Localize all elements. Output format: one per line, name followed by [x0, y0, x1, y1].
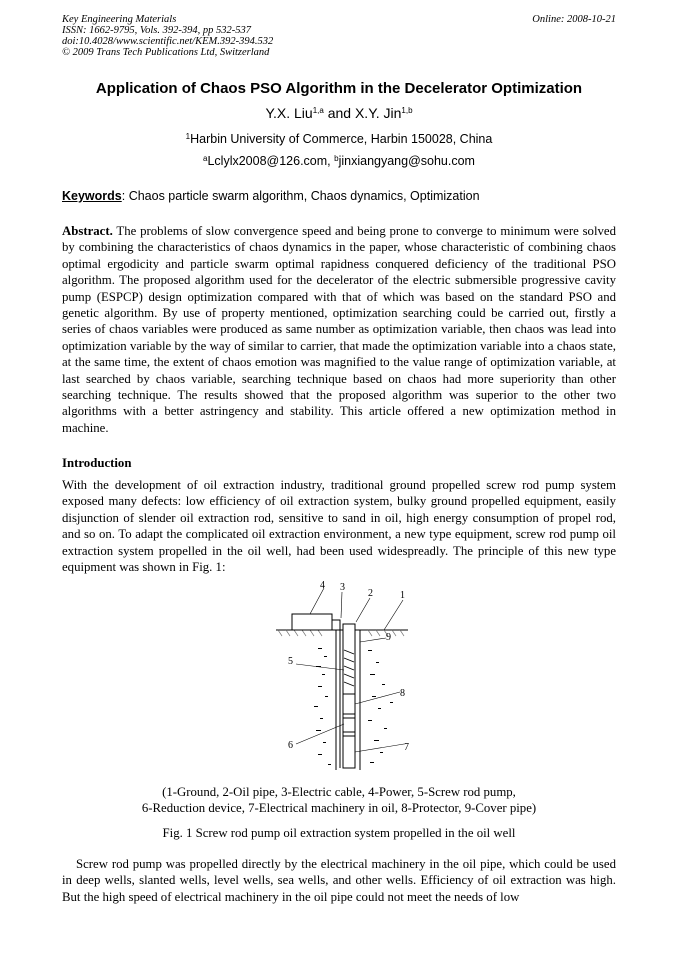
abstract-text: The problems of slow convergence speed and being prone to converge to minimum were solved by combining the characteristics of chaos dynamics in the paper, whose characteristic of combining chaos optimal ergodicity and particle swarm optimal rapidness conquered deficiency of the traditional PSO algorithm. The proposed algorithm used for the decelerator of the electric submersible progressive cavity pump (ESPCP) design optimization compared with that of which was based on the standard PSO and genetic algorithm. By use of property mentioned, optimization searching could be carried out, firstly a series of chaos variables were produced as same number as optimization variable, then chaos was lead into optimization variable by the way of similar to carrier, that made the optimization variable into a chaos state, at the same time, the extent of chaos emotion was magnified to the value range of optimization variable, at last searched by chaos variable, searching technique based on chaos had more superiority than other searching technique. The results showed that the proposed algorithm was superior to the other two algorithms with a better astringency and stability. This article offered a new optimization method in machine. — [62, 224, 616, 435]
figure-1-caption: Fig. 1 Screw rod pump oil extraction system propelled in the oil well — [162, 826, 516, 840]
electrical-machinery — [343, 736, 355, 768]
keywords — [62, 188, 616, 204]
label-6: 6 — [288, 740, 293, 751]
legend-line-2: 6-Reduction device, 7-Electrical machinery in oil, 8-Protector, 9-Cover pipe) — [141, 801, 537, 816]
label-9: 9 — [386, 632, 391, 643]
label-8: 8 — [400, 688, 405, 699]
protector — [343, 694, 355, 714]
legend-line-1: (1-Ground, 2-Oil pipe, 3-Electric cable, 4-Power, 5-Screw rod pump, — [162, 785, 516, 799]
email-a[interactable]: Lclylx2008@126.com, — [207, 154, 335, 168]
journal-copyright: © 2009 Trans Tech Publications Ltd, Switzerland — [62, 47, 270, 58]
journal-header — [62, 14, 616, 58]
introduction-paragraph-2: Screw rod pump was propelled directly by the electrical machinery in the oil pipe, which could be used in deep wells, slanted wells, level wells, sea wells, and other wells. Efficiency of oil extraction was high. But the high speed of electrical machinery in the oil pipe could not meet the needs of low — [62, 857, 616, 904]
journal-doi: doi:10.4028/www.scientific.net/KEM.392-394.532 — [62, 36, 274, 47]
figure-1-legend — [0, 784, 678, 817]
label-4: 4 — [320, 580, 325, 591]
affiliation-marker: 1 — [185, 132, 191, 141]
author-1: Y.X. Liu — [265, 105, 313, 121]
label-5: 5 — [288, 656, 293, 667]
author-line — [0, 104, 678, 122]
keywords-label: Keywords — [62, 189, 122, 203]
label-3: 3 — [340, 582, 345, 593]
email-b[interactable]: jinxiangyang@sohu.com — [338, 154, 475, 168]
journal-name: Key Engineering Materials — [62, 14, 177, 25]
label-2: 2 — [368, 588, 373, 599]
author-1-affil: 1,a — [312, 106, 324, 115]
author-2: X.Y. Jin — [354, 105, 402, 121]
label-7: 7 — [404, 742, 409, 753]
email-b-marker: b — [334, 154, 339, 163]
email-line — [0, 153, 678, 169]
abstract — [62, 223, 616, 436]
affiliation-text: Harbin University of Commerce, Harbin 150028, China — [190, 132, 493, 146]
paper-title: Application of Chaos PSO Algorithm in the Decelerator Optimization — [95, 80, 583, 97]
label-1: 1 — [400, 590, 405, 601]
author-and: and — [323, 105, 355, 121]
affiliation — [0, 131, 678, 147]
author-2-affil: 1,b — [401, 106, 413, 115]
introduction-paragraph-1: With the development of oil extraction industry, traditional ground propelled screw rod pump system exposed many defects: low efficiency of oil extraction system, bulky ground propelled equipment, easily disjunction of slender oil extraction rod, sensitive to sand in oil, high energy consumption of propel rod, and so on. To adapt the complicated oil extraction environment, a new type equipment, screw rod pump oil extraction system propelled in the oil well, had been used widespreadly. The principle of this new type equipment was shown in Fig. 1: — [62, 478, 616, 575]
reduction-device — [343, 718, 355, 732]
abstract-label: Abstract. — [62, 224, 113, 238]
journal-issn: ISSN: 1662-9795, Vols. 392-394, pp 532-537 — [62, 25, 251, 36]
figure-1-diagram — [258, 578, 418, 774]
keywords-text: : Chaos particle swarm algorithm, Chaos dynamics, Optimization — [121, 189, 480, 203]
online-date: Online: 2008-10-21 — [532, 14, 616, 25]
power-box — [292, 614, 332, 630]
introduction-heading: Introduction — [62, 456, 132, 470]
email-a-marker: a — [203, 154, 208, 163]
